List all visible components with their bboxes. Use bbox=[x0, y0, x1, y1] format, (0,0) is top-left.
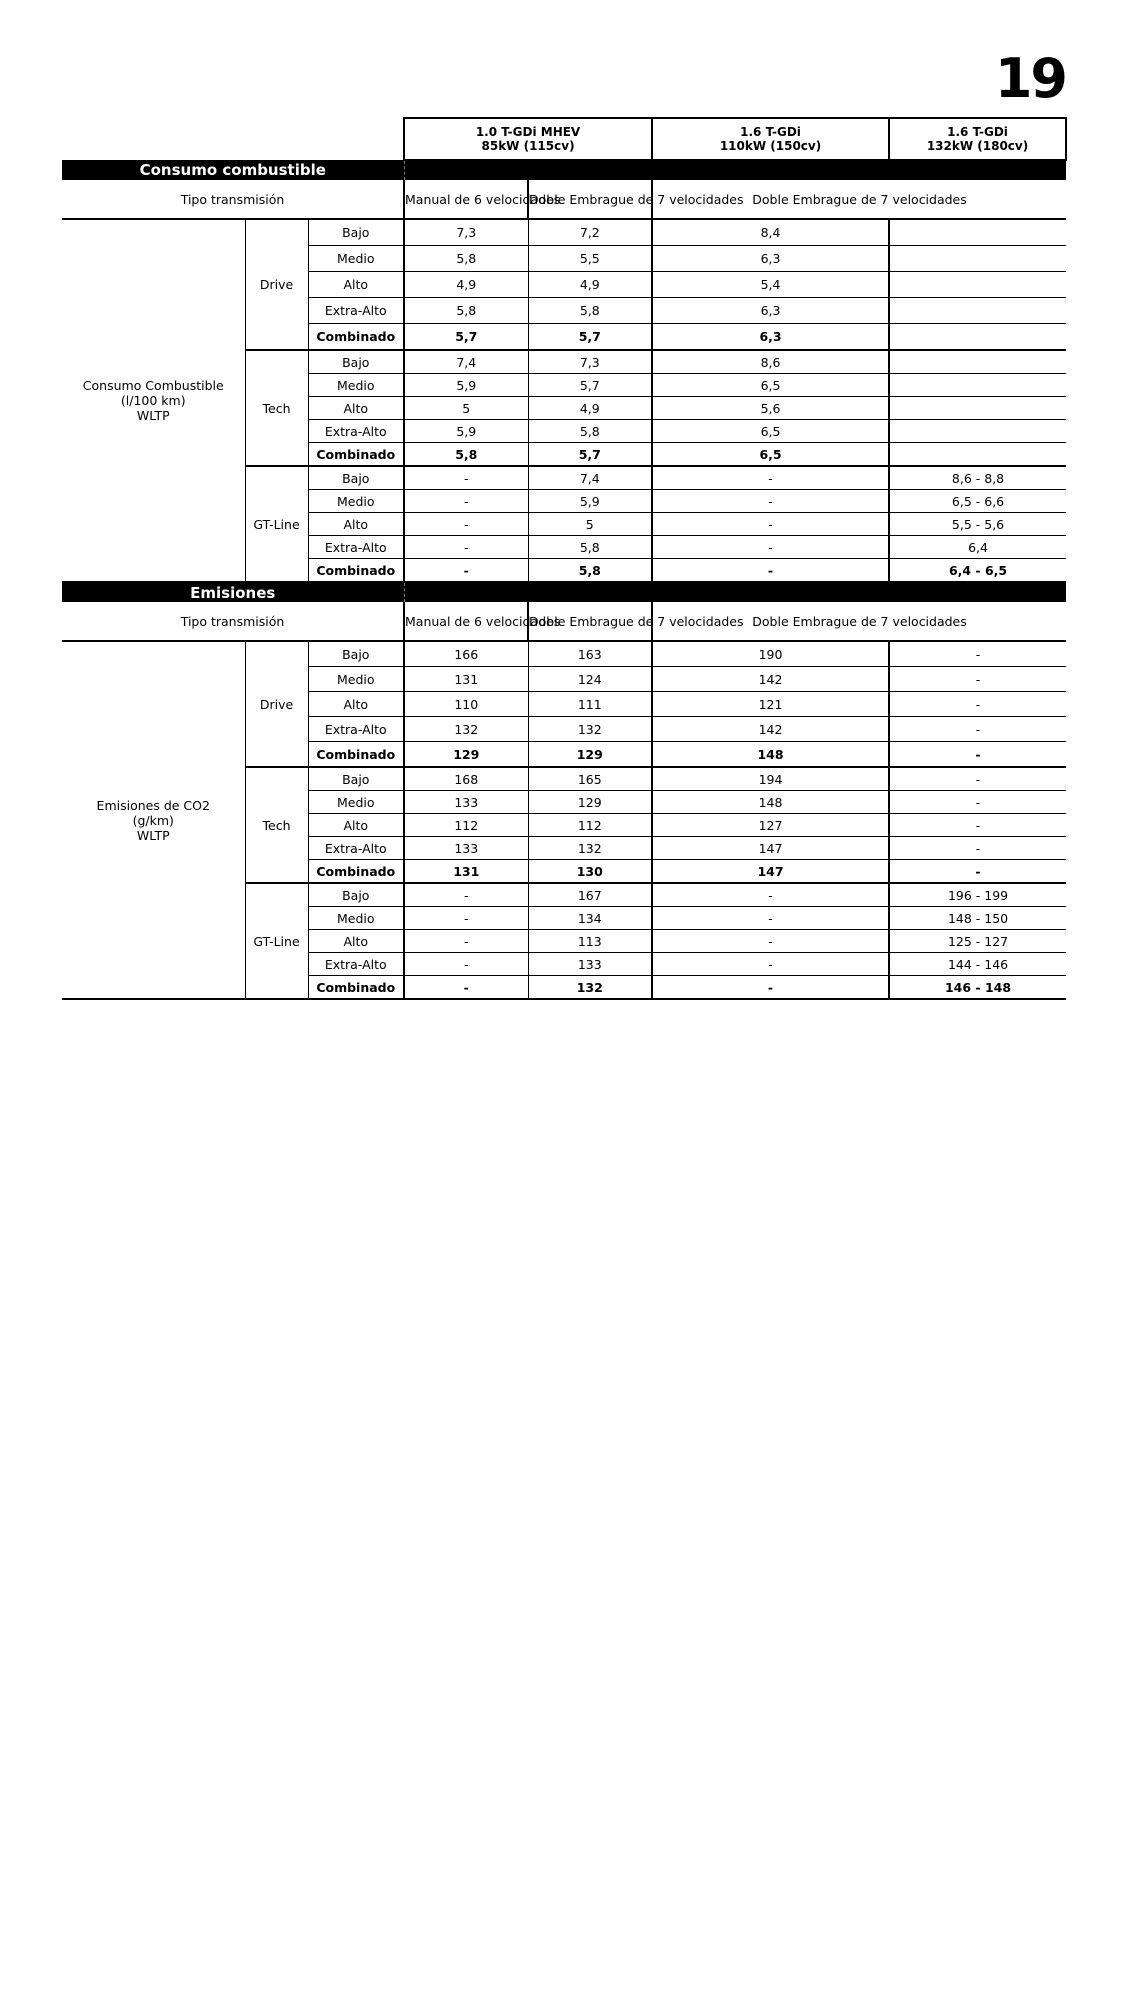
value-cell: 166 bbox=[404, 641, 528, 667]
value-cell: 5,8 bbox=[404, 298, 528, 324]
driving-cycle-label: Medio bbox=[308, 907, 404, 930]
value-cell bbox=[889, 443, 1066, 467]
value-cell: - bbox=[652, 930, 889, 953]
driving-cycle-label: Alto bbox=[308, 272, 404, 298]
driving-cycle-label: Combinado bbox=[308, 324, 404, 351]
category-line: WLTP bbox=[136, 827, 170, 843]
value-cell: - bbox=[889, 860, 1066, 884]
value-cell: - bbox=[889, 767, 1066, 791]
engine-header-3 bbox=[889, 118, 1066, 160]
value-cell: 6,3 bbox=[652, 324, 889, 351]
transmission-dct7: Doble Embrague de 7 velocidades bbox=[528, 602, 652, 641]
value-cell: - bbox=[889, 692, 1066, 717]
value-cell: 147 bbox=[652, 860, 889, 884]
value-cell: - bbox=[652, 559, 889, 583]
section-title: Consumo combustible bbox=[62, 160, 404, 180]
value-cell: - bbox=[652, 976, 889, 1000]
engine-power: 85kW (115cv) bbox=[481, 139, 575, 153]
value-cell: 7,3 bbox=[404, 219, 528, 246]
value-cell: 132 bbox=[404, 717, 528, 742]
value-cell: 4,9 bbox=[404, 272, 528, 298]
value-cell: 133 bbox=[528, 953, 652, 976]
section-title: Emisiones bbox=[62, 582, 404, 602]
driving-cycle-label: Bajo bbox=[308, 883, 404, 907]
value-cell: 133 bbox=[404, 791, 528, 814]
value-cell: - bbox=[889, 814, 1066, 837]
value-cell: 147 bbox=[652, 837, 889, 860]
value-cell: 4,9 bbox=[528, 272, 652, 298]
transmission-manual6: Manual de 6 velocidades bbox=[404, 602, 528, 641]
value-cell: 7,4 bbox=[404, 350, 528, 374]
value-cell: 7,3 bbox=[528, 350, 652, 374]
engine-header-row bbox=[62, 118, 1066, 160]
value-cell: 5,5 bbox=[528, 246, 652, 272]
driving-cycle-label: Bajo bbox=[308, 219, 404, 246]
driving-cycle-label: Alto bbox=[308, 814, 404, 837]
driving-cycle-label: Alto bbox=[308, 397, 404, 420]
trim-label: GT-Line bbox=[245, 466, 308, 582]
value-cell bbox=[889, 397, 1066, 420]
value-cell: - bbox=[404, 883, 528, 907]
value-cell: - bbox=[404, 953, 528, 976]
value-cell: 132 bbox=[528, 717, 652, 742]
driving-cycle-label: Bajo bbox=[308, 466, 404, 490]
transmission-dct7: Doble Embrague de 7 velocidades bbox=[528, 180, 652, 219]
value-cell: 5,9 bbox=[404, 420, 528, 443]
engine-power: 132kW (180cv) bbox=[926, 139, 1029, 153]
value-cell: 6,5 bbox=[652, 420, 889, 443]
value-cell: 129 bbox=[528, 791, 652, 814]
value-cell bbox=[889, 350, 1066, 374]
category-line: (l/100 km) bbox=[120, 393, 186, 408]
driving-cycle-label: Combinado bbox=[308, 976, 404, 1000]
value-cell: 134 bbox=[528, 907, 652, 930]
value-cell: - bbox=[652, 490, 889, 513]
value-cell: - bbox=[889, 667, 1066, 692]
value-cell: 5 bbox=[528, 513, 652, 536]
section-header bbox=[62, 582, 1066, 602]
value-cell: 6,3 bbox=[652, 298, 889, 324]
driving-cycle-label: Combinado bbox=[308, 559, 404, 583]
value-cell: - bbox=[652, 466, 889, 490]
engine-name: 1.6 T-GDi bbox=[740, 124, 801, 139]
value-cell: - bbox=[652, 513, 889, 536]
value-cell bbox=[889, 272, 1066, 298]
value-cell: - bbox=[404, 907, 528, 930]
value-cell: 132 bbox=[528, 837, 652, 860]
table-row bbox=[62, 219, 1066, 246]
value-cell: 142 bbox=[652, 667, 889, 692]
category-label bbox=[62, 219, 245, 582]
value-cell: - bbox=[652, 907, 889, 930]
value-cell: 6,5 - 6,6 bbox=[889, 490, 1066, 513]
driving-cycle-label: Medio bbox=[308, 667, 404, 692]
value-cell: 168 bbox=[404, 767, 528, 791]
driving-cycle-label: Extra-Alto bbox=[308, 953, 404, 976]
value-cell: 130 bbox=[528, 860, 652, 884]
driving-cycle-label: Alto bbox=[308, 513, 404, 536]
value-cell: - bbox=[404, 513, 528, 536]
trim-label: Drive bbox=[245, 641, 308, 767]
section-header bbox=[62, 160, 1066, 180]
value-cell bbox=[889, 246, 1066, 272]
value-cell: 129 bbox=[404, 742, 528, 768]
value-cell: 131 bbox=[404, 860, 528, 884]
driving-cycle-label: Alto bbox=[308, 930, 404, 953]
value-cell: - bbox=[404, 976, 528, 1000]
driving-cycle-label: Extra-Alto bbox=[308, 536, 404, 559]
value-cell: 111 bbox=[528, 692, 652, 717]
value-cell: 5,9 bbox=[528, 490, 652, 513]
value-cell: 5,4 bbox=[652, 272, 889, 298]
value-cell: 5,7 bbox=[404, 324, 528, 351]
value-cell: 5,7 bbox=[528, 443, 652, 467]
value-cell: 5,8 bbox=[528, 559, 652, 583]
value-cell: 110 bbox=[404, 692, 528, 717]
value-cell: 8,4 bbox=[652, 219, 889, 246]
value-cell: 112 bbox=[528, 814, 652, 837]
transmission-label: Tipo transmisión bbox=[62, 180, 404, 219]
value-cell: 124 bbox=[528, 667, 652, 692]
category-line: Emisiones de CO2 bbox=[96, 797, 210, 813]
driving-cycle-label: Combinado bbox=[308, 443, 404, 467]
value-cell: 167 bbox=[528, 883, 652, 907]
value-cell: 133 bbox=[404, 837, 528, 860]
value-cell: 4,9 bbox=[528, 397, 652, 420]
category-line: (g/km) bbox=[132, 812, 174, 828]
driving-cycle-label: Medio bbox=[308, 490, 404, 513]
engine-header-1 bbox=[404, 118, 652, 160]
engine-name: 1.6 T-GDi bbox=[947, 124, 1008, 139]
transmission-manual6: Manual de 6 velocidades bbox=[404, 180, 528, 219]
value-cell: - bbox=[404, 466, 528, 490]
value-cell bbox=[889, 219, 1066, 246]
value-cell: - bbox=[652, 536, 889, 559]
driving-cycle-label: Bajo bbox=[308, 641, 404, 667]
value-cell: 6,4 - 6,5 bbox=[889, 559, 1066, 583]
value-cell: 127 bbox=[652, 814, 889, 837]
engine-header-2 bbox=[652, 118, 889, 160]
value-cell: 5 bbox=[404, 397, 528, 420]
value-cell: 6,5 bbox=[652, 443, 889, 467]
engine-name: 1.0 T-GDi MHEV bbox=[475, 124, 581, 139]
value-cell: - bbox=[889, 717, 1066, 742]
value-cell: 125 - 127 bbox=[889, 930, 1066, 953]
category-line: Consumo Combustible bbox=[82, 378, 224, 393]
driving-cycle-label: Combinado bbox=[308, 860, 404, 884]
engine-power: 110kW (150cv) bbox=[719, 139, 822, 153]
value-cell: 5,6 bbox=[652, 397, 889, 420]
value-cell bbox=[889, 298, 1066, 324]
driving-cycle-label: Medio bbox=[308, 791, 404, 814]
value-cell: 5,8 bbox=[404, 246, 528, 272]
value-cell: 112 bbox=[404, 814, 528, 837]
driving-cycle-label: Alto bbox=[308, 692, 404, 717]
value-cell: - bbox=[404, 930, 528, 953]
value-cell: - bbox=[889, 742, 1066, 768]
value-cell: 8,6 bbox=[652, 350, 889, 374]
driving-cycle-label: Medio bbox=[308, 374, 404, 397]
value-cell: 146 - 148 bbox=[889, 976, 1066, 1000]
value-cell: 148 bbox=[652, 742, 889, 768]
value-cell: 5,8 bbox=[528, 420, 652, 443]
value-cell: 190 bbox=[652, 641, 889, 667]
value-cell: 113 bbox=[528, 930, 652, 953]
page-number: 19 bbox=[994, 47, 1066, 110]
value-cell: 132 bbox=[528, 976, 652, 1000]
value-cell: 6,5 bbox=[652, 374, 889, 397]
value-cell: 148 - 150 bbox=[889, 907, 1066, 930]
specs-table bbox=[62, 117, 1067, 1000]
trim-label: GT-Line bbox=[245, 883, 308, 999]
value-cell: 5,5 - 5,6 bbox=[889, 513, 1066, 536]
value-cell: 142 bbox=[652, 717, 889, 742]
value-cell bbox=[889, 420, 1066, 443]
value-cell: - bbox=[652, 953, 889, 976]
driving-cycle-label: Bajo bbox=[308, 767, 404, 791]
category-label bbox=[62, 641, 245, 999]
driving-cycle-label: Medio bbox=[308, 246, 404, 272]
driving-cycle-label: Extra-Alto bbox=[308, 837, 404, 860]
value-cell: 7,4 bbox=[528, 466, 652, 490]
value-cell: - bbox=[404, 559, 528, 583]
value-cell: - bbox=[889, 791, 1066, 814]
driving-cycle-label: Extra-Alto bbox=[308, 298, 404, 324]
driving-cycle-label: Bajo bbox=[308, 350, 404, 374]
value-cell: - bbox=[404, 536, 528, 559]
value-cell: 196 - 199 bbox=[889, 883, 1066, 907]
category-line: WLTP bbox=[136, 408, 170, 423]
value-cell: 8,6 - 8,8 bbox=[889, 466, 1066, 490]
value-cell: 6,4 bbox=[889, 536, 1066, 559]
value-cell: 129 bbox=[528, 742, 652, 768]
value-cell: 163 bbox=[528, 641, 652, 667]
value-cell bbox=[889, 374, 1066, 397]
transmission-row bbox=[62, 602, 1066, 641]
value-cell: - bbox=[652, 883, 889, 907]
value-cell: 194 bbox=[652, 767, 889, 791]
value-cell: 121 bbox=[652, 692, 889, 717]
value-cell: 5,8 bbox=[528, 536, 652, 559]
value-cell: 131 bbox=[404, 667, 528, 692]
driving-cycle-label: Combinado bbox=[308, 742, 404, 768]
trim-label: Tech bbox=[245, 767, 308, 883]
transmission-label: Tipo transmisión bbox=[62, 602, 404, 641]
transmission-dct7-wide: Doble Embrague de 7 velocidades bbox=[652, 180, 1066, 219]
value-cell: 5,8 bbox=[404, 443, 528, 467]
value-cell: 5,7 bbox=[528, 324, 652, 351]
transmission-row bbox=[62, 180, 1066, 219]
driving-cycle-label: Extra-Alto bbox=[308, 420, 404, 443]
value-cell: - bbox=[889, 641, 1066, 667]
value-cell: 5,8 bbox=[528, 298, 652, 324]
value-cell: - bbox=[404, 490, 528, 513]
value-cell: 144 - 146 bbox=[889, 953, 1066, 976]
value-cell bbox=[889, 324, 1066, 351]
value-cell: 6,3 bbox=[652, 246, 889, 272]
value-cell: 148 bbox=[652, 791, 889, 814]
table-row bbox=[62, 641, 1066, 667]
trim-label: Tech bbox=[245, 350, 308, 466]
value-cell: 7,2 bbox=[528, 219, 652, 246]
driving-cycle-label: Extra-Alto bbox=[308, 717, 404, 742]
value-cell: - bbox=[889, 837, 1066, 860]
value-cell: 5,9 bbox=[404, 374, 528, 397]
transmission-dct7-wide: Doble Embrague de 7 velocidades bbox=[652, 602, 1066, 641]
value-cell: 5,7 bbox=[528, 374, 652, 397]
value-cell: 165 bbox=[528, 767, 652, 791]
trim-label: Drive bbox=[245, 219, 308, 350]
